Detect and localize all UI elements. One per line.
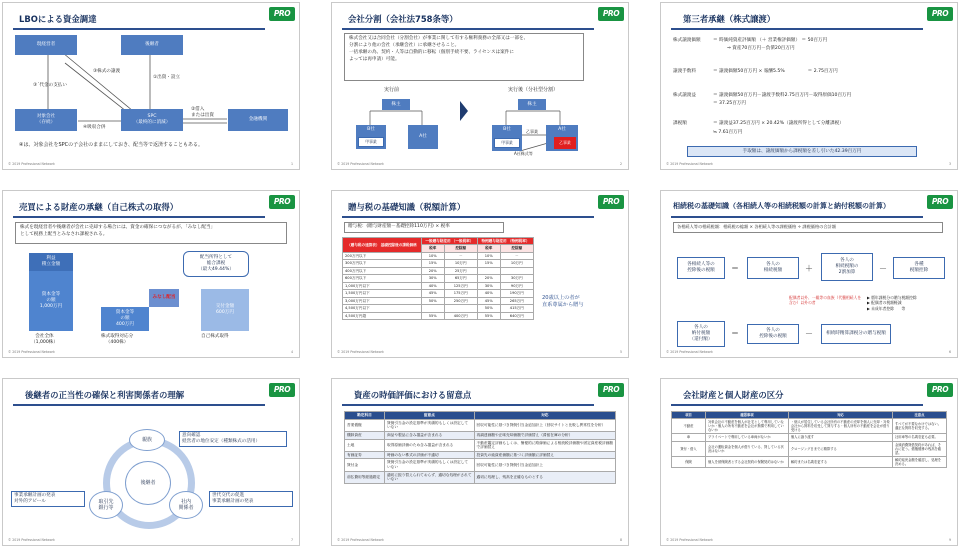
table-row — [343, 297, 534, 304]
bar-delivery-amount: 交付金額 600万円 — [201, 289, 249, 331]
table-cell: － — [500, 252, 533, 259]
box-bank: 金融機関 — [228, 109, 288, 131]
table-row — [345, 471, 616, 483]
table-cell: 125万円 — [444, 282, 477, 289]
box-b-company-before: B社 — [356, 125, 386, 149]
box-existing-owner: 現経営者 — [15, 35, 77, 55]
title-underline — [13, 404, 265, 406]
table-cell: 45% — [477, 297, 500, 304]
title-underline — [671, 28, 923, 30]
table-cell: 265万円 — [500, 297, 533, 304]
head-special: 特例贈与財産用 （特例税率） — [477, 238, 533, 245]
label-self-acquire: 自己株式取得 — [201, 334, 229, 339]
row-tax-sub: ≒ 7.61百万円 — [713, 130, 743, 135]
box-target-company: 対象会社 （存続） — [15, 109, 77, 131]
row-price-label: 株式譲渡価額 — [673, 38, 701, 43]
box-shareholder-before: 株主 — [382, 99, 410, 110]
page-number: 1 — [290, 162, 293, 166]
table-cell: 65万円 — [444, 275, 477, 282]
page-number: 4 — [290, 350, 293, 354]
side-note: 20歳以上の者が 直系尊属から贈与 — [542, 295, 584, 309]
row-fee-label: 譲渡手数料 — [673, 69, 696, 74]
table-cell: 15% — [421, 260, 444, 267]
slide-title: 相続税の基礎知識（各相続人等の相続税額の計算と納付税額の計算） — [673, 202, 890, 210]
box-credits: 各種 税額控除 — [893, 257, 945, 279]
explanation-box: 株式を現経営者や後継者が会社に売却する場合には、資金の確保につながるが、「みなし配当」 として税務上配当とみなされ課税される。 — [15, 222, 287, 244]
table-cell: 55% — [477, 312, 500, 319]
title-underline — [342, 404, 594, 406]
table-cell: 棚卸資産 — [345, 431, 385, 439]
page-number: 9 — [948, 538, 951, 542]
header-cell: 確認事項 — [706, 412, 789, 419]
slide-company-split[interactable] — [331, 2, 629, 170]
table-row — [343, 260, 534, 267]
table-cell: 30% — [477, 282, 500, 289]
table-cell: 30万円 — [500, 275, 533, 282]
box-each-tax: 各人の 相続税額 — [747, 257, 799, 279]
table-cell: － — [444, 252, 477, 259]
subhead-cell: 控除額 — [500, 245, 533, 252]
bar-capital-total: 資本金等 の額 1,000万円 — [29, 271, 73, 331]
box-biz1-after: 甲事業 — [494, 138, 520, 148]
row-tax: ＝ 譲渡益37.25百万円 × 20.42%（譲渡所得として分離課税） — [713, 121, 844, 126]
plus-sign: ＋ — [805, 264, 813, 273]
slide-treasury-stock[interactable] — [2, 190, 300, 358]
slide-asset-valuation[interactable] — [331, 378, 629, 546]
box-settlement-tax: 相続時精算課税分の贈与税額 — [821, 324, 891, 344]
table-cell: 個人に譲り渡す — [788, 434, 892, 441]
eq-sign-2: ＝ — [731, 329, 739, 338]
table-row — [343, 282, 534, 289]
box-a-company-after: A社 — [546, 125, 578, 151]
net-proceeds-box: 手取額は、譲渡価額から課税額を差し引いた42.39百万円 — [687, 146, 917, 157]
slide-lbo[interactable] — [2, 2, 300, 170]
table-cell: 20% — [477, 275, 500, 282]
table-cell: 再調達価額や正味売却価額で評価替え（滞留在庫の分析） — [474, 431, 615, 439]
table-cell: 投資先の純資産価額に基づく評価額に評価替え — [474, 451, 615, 459]
pro-logo: PRO — [269, 383, 295, 397]
table-cell — [421, 305, 444, 312]
table-cell: 15% — [477, 260, 500, 267]
table-cell: 50% — [477, 305, 500, 312]
pro-logo: PRO — [927, 383, 953, 397]
copyright: © 2019 Professional Network — [337, 162, 384, 166]
table-cell: 4,500万円超 — [343, 312, 422, 319]
table-cell: 会社の運転資金を個人が借りている、貸している状況はないか — [706, 441, 789, 456]
copyright: © 2019 Professional Network — [337, 350, 384, 354]
slide-title: 会社財産と個人財産の区分 — [683, 390, 784, 400]
table-cell: 有価証券 — [345, 451, 385, 459]
table-cell: 回収可能性に基づき貸倒引当金追加計上（回収サイトと比較し異常性を分析） — [474, 419, 615, 431]
header-cell: 対応 — [788, 412, 892, 419]
copyright: © 2019 Professional Network — [8, 538, 55, 542]
table-cell: 個人を被保険者とする会社契約の保険契約はないか — [706, 456, 789, 467]
page-number: 2 — [619, 162, 622, 166]
row-gain: ＝ 譲渡価額50百万円－譲渡手数料2.75百万円－取得原価10百万円 — [713, 93, 852, 98]
table-cell: 不動産 — [672, 419, 706, 434]
table-cell: 50% — [421, 297, 444, 304]
page-number: 8 — [619, 538, 622, 542]
pro-logo: PRO — [598, 195, 624, 209]
table-cell: 3,000万円以下 — [343, 297, 422, 304]
formula-box: 贈与税：(贈与財産額－基礎控除110万円) × 税率 — [344, 222, 504, 233]
minus-sign-1: － — [879, 264, 887, 273]
note-internal: 世代交代の促進 事業承継計画の発表 — [209, 491, 293, 507]
header-cell: 対応 — [474, 412, 615, 420]
bar-deemed-dividend: みなし配当 — [149, 289, 179, 307]
circle-successor: 後継者 — [125, 461, 171, 505]
head-general: 一般贈与財産用 （一般税率） — [421, 238, 477, 245]
header-cell: 項目 — [672, 412, 706, 419]
table-cell: 10万円 — [444, 260, 477, 267]
table-cell: 金銭消費貸借契約があれば、それに従う。債権債務の残高を確認。 — [892, 441, 946, 456]
circle-family: 親族 — [129, 429, 165, 451]
table-cell: 190万円 — [500, 290, 533, 297]
table-cell: 貸付・借入 — [672, 441, 706, 456]
table-cell: 不動産鑑定評価もしくは、簡便的に路線価による相続税評価額や固定資産税評価額で評価替え — [474, 439, 615, 451]
table-cell: 回収可能性に基づき貸倒引当金追加計上 — [474, 459, 615, 471]
box-a-company-before: A社 — [408, 125, 438, 149]
label-share-transfer: ③株式の譲渡 — [93, 69, 121, 74]
head-base: （贈与税の速算表） 基礎控除後の課税価格 — [343, 238, 422, 253]
table-cell: ・個人が居住している会社所有の不動産の売却を個人に売却・対象会社から賃料を収受して貸与する・個人所有の不動産を会社が借り受ける — [788, 419, 892, 434]
copyright: © 2019 Professional Network — [666, 350, 713, 354]
surcharge-note: 配偶者以外、一親等の血族（代襲相続人を含む）以外の者 — [789, 295, 862, 306]
pro-logo: PRO — [927, 195, 953, 209]
table-cell — [477, 267, 500, 274]
table-cell: プライベートで利用している車両がないか — [706, 434, 789, 441]
formula-box: 各相続人等の相続税額：相続税の総額 × 各相続人等の課税価格 ÷ 課税価格の合計額 — [673, 222, 943, 233]
slide-title: 資産の時価評価における留意点 — [354, 390, 472, 400]
table-cell: 400万円 — [444, 312, 477, 319]
table-cell: 車 — [672, 434, 706, 441]
slide-asset-separation[interactable] — [660, 378, 958, 546]
row-fee: ＝ 譲渡価額50百万円 × 報酬5.5% ＝ 2.75百万円 — [713, 69, 838, 74]
table-cell: 45% — [421, 290, 444, 297]
title-underline — [671, 404, 923, 406]
table-cell: 1,500万円以下 — [343, 290, 422, 297]
credit-list: ▶ 暦年課税分の贈与税額控除 ▶ 配偶者の税額軽減 ▶ 未成年者控除 等 — [867, 295, 917, 311]
table-cell: 4,500万円以下 — [343, 305, 422, 312]
row-tax-label: 課税額 — [673, 121, 687, 126]
table-cell: 適切に振り替えられておらず、適切な処理がされていない — [385, 471, 475, 483]
table-cell: 40% — [477, 290, 500, 297]
table-cell: 取得原価評価のため含み損益が含まれる — [385, 439, 475, 451]
row-price-sub: ⇒ 資産70百万円－負債20百万円 — [727, 46, 795, 51]
table-cell: 土地 — [345, 439, 385, 451]
table-cell: 営業債権 — [345, 419, 385, 431]
table-cell: 400万円以下 — [343, 267, 422, 274]
subhead-cell: 税率 — [477, 245, 500, 252]
page-number: 5 — [619, 350, 622, 354]
definition-box: 株式会社又は合同会社（分割会社）が事業に関して有する権利義務の全部又は一部を、 分割により他の会社（承継会社）に承継させること。 一括承継の為、契約・人等は自動的に移転（個別手続不要、ライセンスは案件に よっては再申請）可能。 — [344, 33, 584, 81]
box-shareholder-after: 株主 — [518, 99, 546, 110]
note-partners: 事業承継計画の発表 対外的アピール — [11, 491, 85, 507]
page-number: 3 — [948, 162, 951, 166]
box-after-deduction: 各相続人等の 控除後の税額 — [677, 257, 725, 279]
table-cell: 解約または名義変更する — [788, 456, 892, 467]
label-after: 実行後（分社型分割） — [508, 87, 559, 93]
table-row — [345, 459, 616, 471]
subhead-cell: 控除額 — [444, 245, 477, 252]
table-cell: 貸倒引当金の設定基準が実績的もしくは設定していない — [385, 459, 475, 471]
pro-logo: PRO — [598, 383, 624, 397]
circle-business-partners: 取引先 銀行等 — [89, 491, 123, 519]
table-cell — [444, 305, 477, 312]
table-cell: 貸付金 — [345, 459, 385, 471]
bar-retained-earnings: 利益 積立金額 — [29, 253, 73, 271]
slide-title: LBOによる資金調達 — [19, 14, 97, 24]
slide-gift-tax[interactable] — [331, 190, 629, 358]
subhead-cell: 税率 — [421, 245, 444, 252]
label-share: A社株式等 — [514, 151, 533, 156]
slide-title: 第三者承継（株式譲渡） — [683, 14, 776, 24]
table-cell: 対象会社の不動産を個人が社宅として利用していないか・個人の所有不動産を会社が無償で利用していないか — [706, 419, 789, 434]
pro-logo: PRO — [269, 195, 295, 209]
table-cell: クロージング日までに精算する — [788, 441, 892, 456]
box-b-company-after: B社 — [492, 125, 522, 151]
slide-third-party-succession[interactable] — [660, 2, 958, 170]
slide-title: 会社分割（会社法758条等） — [348, 14, 458, 24]
box-after-deduction-2: 各人の 控除後の税額 — [747, 324, 799, 344]
minus-sign-2: － — [805, 329, 813, 338]
label-invest: ①出資・設立 — [153, 75, 181, 80]
table-cell: 55% — [421, 312, 444, 319]
table-cell: 415万円 — [500, 305, 533, 312]
page-number: 7 — [290, 538, 293, 542]
table-row — [343, 290, 534, 297]
header-cell: 留意点 — [385, 412, 475, 420]
table-row — [345, 451, 616, 459]
pro-logo: PRO — [269, 7, 295, 21]
slide-title: 贈与税の基礎知識（税額計算） — [348, 202, 466, 212]
slide-title: 後継者の正当性の確保と利害関係者の理解 — [25, 390, 185, 400]
table-cell: 300万円以下 — [343, 260, 422, 267]
row-price: ＝ 時価純資産評価額 （＋ 営業権評価額） ＝ 50百万円 — [713, 38, 828, 43]
table-cell: 貸倒引当金の設定基準が実績的もしくは設定していない — [385, 419, 475, 431]
bar-capital-portion: 資本金等 の額 400万円 — [101, 307, 149, 331]
circle-internal: 社内 関係者 — [169, 491, 203, 519]
label-portion: 株式取得対応分 （400株） — [101, 334, 134, 346]
table-row — [343, 252, 534, 259]
table-row — [345, 419, 616, 431]
page-number: 6 — [948, 350, 951, 354]
table-cell: 10万円 — [500, 260, 533, 267]
title-underline — [13, 216, 265, 218]
copyright: © 2019 Professional Network — [666, 538, 713, 542]
title-underline — [671, 216, 923, 218]
table-cell — [500, 267, 533, 274]
header-cell: 勘定科目 — [345, 412, 385, 420]
table-row — [345, 431, 616, 439]
copyright: © 2019 Professional Network — [337, 538, 384, 542]
table-row — [345, 439, 616, 451]
table-row — [343, 312, 534, 319]
table-cell: 1,000万円以下 — [343, 282, 422, 289]
box-biz2-after: 乙事業 — [554, 137, 576, 149]
table-cell: 保険 — [672, 456, 706, 467]
table-row — [343, 275, 534, 282]
title-underline — [342, 216, 594, 218]
table-cell: 250万円 — [444, 297, 477, 304]
note-family: 意向確認 経営者の地位安定（種類株式の活用） — [179, 431, 287, 447]
slide-successor-legitimacy[interactable] — [2, 378, 300, 546]
table-row — [672, 419, 947, 434]
eq-sign-1: ＝ — [731, 264, 739, 273]
table-cell: 20% — [421, 267, 444, 274]
table-cell: 前払費用等経過勘定 — [345, 471, 385, 483]
row-gain-sub: ＝ 37.25百万円 — [713, 101, 746, 106]
copyright: © 2019 Professional Network — [8, 350, 55, 354]
table-cell: 10% — [421, 252, 444, 259]
table-cell: すべてが不要なわけではない。適正な賃料を収受する。 — [892, 419, 946, 434]
table-row — [672, 434, 947, 441]
header-cell: 注意点 — [892, 412, 946, 419]
label-before: 実行前 — [384, 87, 400, 93]
table-cell: 商品や製品に含み損益が含まれる — [385, 431, 475, 439]
pro-logo: PRO — [927, 7, 953, 21]
table-row — [672, 441, 947, 456]
row-gain-label: 株式譲渡益 — [673, 93, 696, 98]
box-spc: SPC （最終的に消滅） — [121, 109, 183, 131]
table-cell: 90万円 — [500, 282, 533, 289]
label-biz2-transfer: 乙事業 — [526, 129, 538, 134]
valuation-table — [344, 411, 616, 484]
table-cell: 200万円以下 — [343, 252, 422, 259]
callout-dividend-tax: 配当所得として 総合課税 （最大49.44%） — [183, 251, 249, 277]
gift-tax-table — [342, 237, 534, 320]
label-company-total: 会社全体 （1,000株） — [31, 334, 58, 346]
slide-title: 売買による財産の承継（自己株式の取得） — [19, 202, 179, 212]
table-cell: 適切に処理し、残高を正確なものとする — [474, 471, 615, 483]
box-payable: 各人の 納付税額 （還付額） — [677, 321, 725, 347]
table-cell: 社用車等の名義変更も必要。 — [892, 434, 946, 441]
box-surcharge: 各人の 相続税額の 2割加算 — [821, 253, 873, 281]
table-cell: 時価のない株式の評価が不適切 — [385, 451, 475, 459]
table-cell: 600万円以下 — [343, 275, 422, 282]
separation-table — [671, 411, 947, 468]
copyright: © 2019 Professional Network — [8, 162, 55, 166]
label-borrow: ②借入 または出資 — [191, 107, 214, 119]
pro-logo: PRO — [598, 7, 624, 21]
table-row — [672, 456, 947, 467]
table-cell: 30% — [421, 275, 444, 282]
copyright: © 2019 Professional Network — [666, 162, 713, 166]
table-cell: 640万円 — [500, 312, 533, 319]
table-cell: 25万円 — [444, 267, 477, 274]
table-cell: 10% — [477, 252, 500, 259]
label-payment: ③´代金の支払い — [33, 83, 67, 88]
slide-inheritance-tax[interactable] — [660, 190, 958, 358]
box-successor: 後継者 — [121, 35, 183, 55]
table-row — [343, 267, 534, 274]
table-cell: 175万円 — [444, 290, 477, 297]
table-cell: 40% — [421, 282, 444, 289]
note-text: ④は、対象会社をSPCの子会社のままにしておき、配当等で返済することもある。 — [19, 142, 203, 148]
label-merger: ④吸収合併 — [83, 125, 106, 130]
table-row — [343, 305, 534, 312]
table-cell: 解約返戻金額を確認し、処理を決める。 — [892, 456, 946, 467]
box-biz1-before: 甲事業 — [358, 137, 384, 147]
